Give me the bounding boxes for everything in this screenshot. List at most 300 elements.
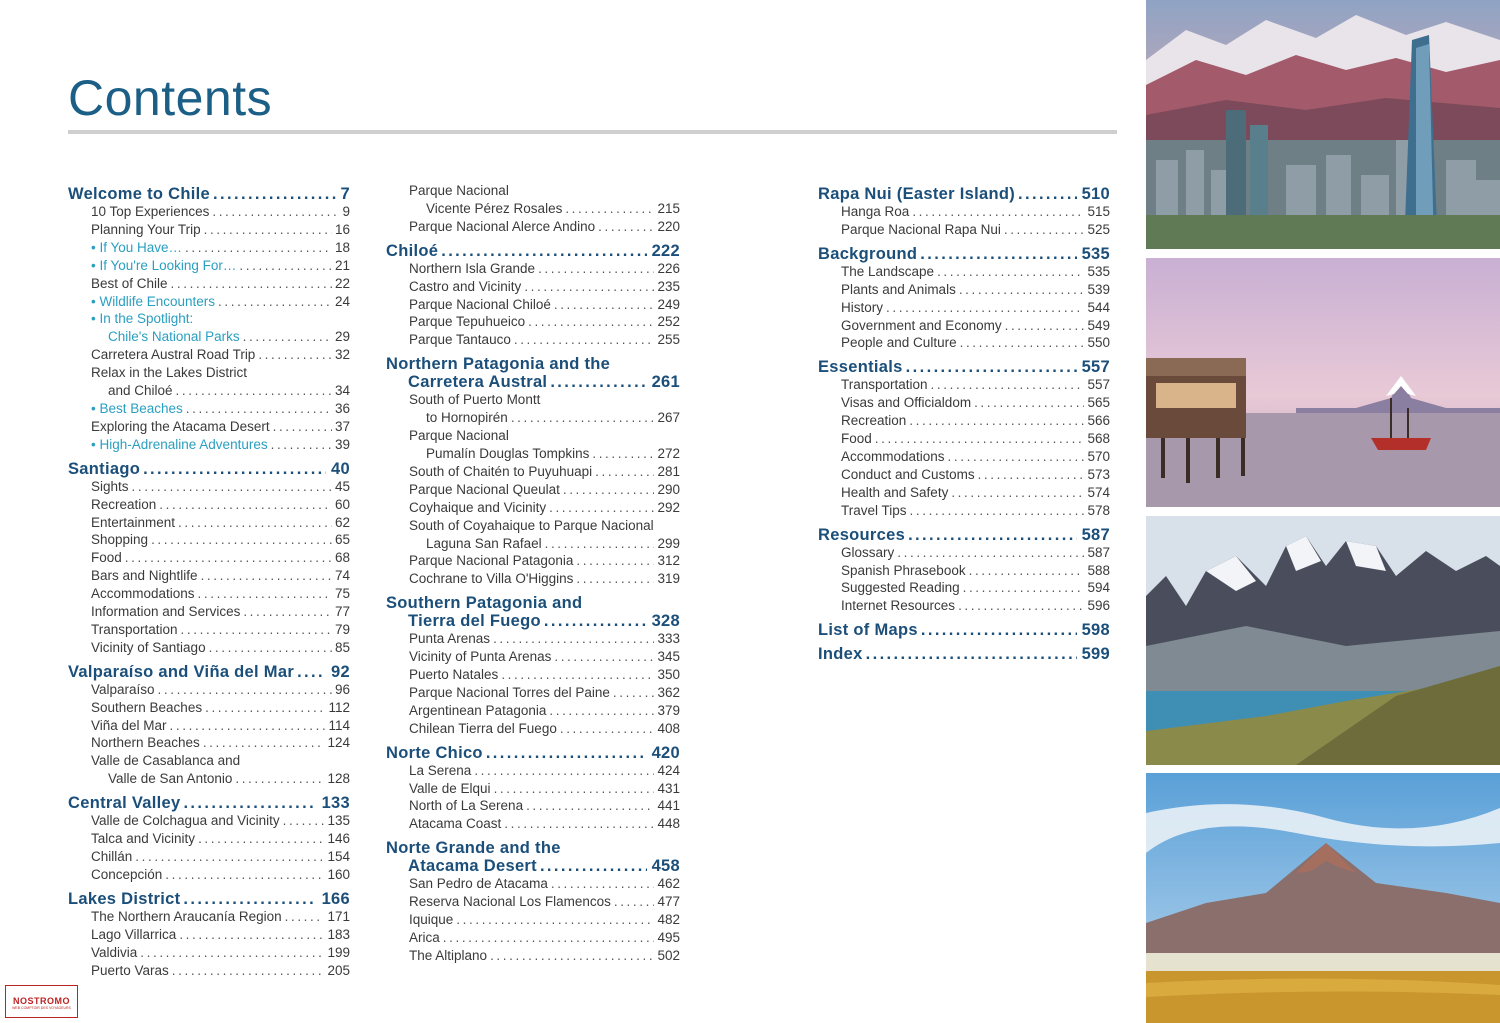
toc-entry-label: The Landscape — [841, 263, 935, 279]
toc-entry-label: Planning Your Trip — [91, 221, 201, 237]
toc-entry[interactable] — [386, 911, 680, 929]
toc-entry[interactable] — [818, 597, 1110, 615]
toc-section-resources — [818, 526, 1110, 616]
toc-entry[interactable] — [68, 400, 350, 418]
toc-entry-label: Parque Nacional — [409, 183, 509, 198]
leader-dots — [866, 645, 1077, 663]
toc-entry-label: • If You're Looking For… — [91, 257, 236, 275]
toc-entry[interactable] — [386, 331, 680, 349]
toc-entry-page: 249 — [657, 296, 680, 312]
toc-entry[interactable] — [68, 549, 350, 567]
toc-entry-label: Valdivia — [91, 944, 138, 960]
toc-entry-page: 379 — [657, 702, 680, 718]
toc-entry-page: 255 — [657, 332, 680, 348]
leader-dots — [474, 762, 654, 780]
leader-dots — [514, 331, 655, 349]
leader-dots — [948, 448, 1085, 466]
toc-entry-page: 154 — [327, 849, 350, 864]
section-title: Welcome to Chile — [68, 185, 211, 203]
leader-dots — [909, 412, 1084, 430]
toc-entry-label: Government and Economy — [841, 317, 1002, 333]
toc-entry-page: 539 — [1087, 281, 1110, 297]
toc-entry-page: 292 — [657, 499, 680, 515]
toc-entry[interactable] — [68, 531, 350, 549]
toc-entry[interactable] — [818, 281, 1110, 299]
toc-entry[interactable] — [386, 684, 680, 702]
section-title-cont: Carretera Austral — [408, 373, 548, 392]
toc-entry[interactable] — [818, 263, 1110, 281]
toc-entry-label: Castro and Vicinity — [409, 278, 522, 294]
toc-entry[interactable] — [68, 478, 350, 496]
toc-section-norte-chico — [386, 744, 680, 834]
section-page: 7 — [340, 185, 350, 203]
toc-entry[interactable] — [68, 603, 350, 621]
leader-dots — [551, 875, 655, 893]
toc-entry[interactable] — [818, 430, 1110, 448]
section-heading[interactable] — [68, 794, 350, 812]
leader-dots — [273, 418, 332, 436]
toc-entry[interactable] — [386, 260, 680, 278]
toc-entry-page: 570 — [1087, 448, 1110, 464]
toc-entry[interactable] — [386, 780, 680, 798]
section-page: 222 — [651, 241, 680, 260]
leader-dots — [963, 579, 1085, 597]
toc-entry[interactable] — [386, 391, 680, 409]
toc-entry[interactable] — [68, 496, 350, 514]
toc-entry[interactable] — [68, 418, 350, 436]
section-page: 133 — [321, 794, 350, 813]
section-page: 458 — [651, 857, 680, 876]
leader-dots — [490, 947, 654, 965]
toc-entry-label: Visas and Officialdom — [841, 395, 972, 411]
section-page: 328 — [651, 612, 680, 631]
toc-entry[interactable] — [386, 702, 680, 720]
section-title: Southern Patagonia and — [386, 594, 583, 613]
toc-entry-label: Food — [91, 550, 122, 566]
leader-dots — [178, 514, 332, 532]
leader-dots — [183, 794, 316, 812]
toc-entry-page: 299 — [657, 535, 680, 551]
toc-entry-label: Vicinity of Punta Arenas — [409, 649, 552, 665]
section-title: Santiago — [68, 459, 141, 478]
toc-section-norte-grande-and-the — [386, 839, 680, 965]
page-title: Contents — [68, 70, 273, 126]
section-heading[interactable] — [818, 245, 1110, 263]
toc-section-index — [818, 645, 1110, 663]
toc-entry-label: San Pedro de Atacama — [409, 876, 548, 892]
toc-entry[interactable] — [386, 499, 680, 517]
toc-entry[interactable] — [68, 770, 350, 788]
section-page: 557 — [1081, 358, 1110, 377]
section-title-cont: Atacama Desert — [408, 857, 537, 876]
leader-dots — [540, 857, 647, 875]
leader-dots — [243, 328, 332, 346]
leader-dots — [239, 257, 332, 275]
section-title: Valparaíso and Viña del Mar — [68, 662, 295, 681]
toc-entry-label: Argentinean Patagonia — [409, 702, 547, 718]
toc-entry[interactable] — [818, 317, 1110, 335]
toc-entry[interactable] — [68, 908, 350, 926]
toc-entry[interactable] — [68, 585, 350, 603]
toc-entry-page: 515 — [1087, 204, 1110, 219]
leader-dots — [921, 621, 1077, 639]
toc-entry-label: and Chiloé — [108, 383, 173, 399]
toc-entry[interactable] — [386, 552, 680, 570]
section-heading[interactable] — [68, 185, 350, 203]
section-heading[interactable] — [818, 185, 1110, 203]
toc-entry-page: 550 — [1087, 335, 1110, 351]
toc-entry-page: 477 — [657, 894, 680, 910]
section-heading[interactable] — [386, 839, 680, 857]
toc-entry[interactable] — [386, 463, 680, 481]
toc-entry-page: 535 — [1087, 263, 1110, 279]
toc-entry-label: Parque Nacional Chiloé — [409, 296, 551, 312]
toc-entry-label: Conduct and Customs — [841, 466, 975, 482]
section-heading[interactable] — [386, 594, 680, 612]
section-page: 598 — [1081, 621, 1110, 640]
toc-entry-label: Punta Arenas — [409, 631, 491, 647]
toc-entry[interactable] — [818, 484, 1110, 502]
toc-entry-label: Puerto Natales — [409, 667, 499, 683]
toc-entry-label: Plants and Animals — [841, 281, 956, 297]
leader-dots — [969, 562, 1085, 580]
toc-entry-page: 22 — [334, 275, 350, 291]
toc-entry[interactable] — [386, 182, 680, 200]
toc-entry[interactable] — [386, 797, 680, 815]
section-heading[interactable] — [818, 621, 1110, 639]
toc-entry[interactable] — [818, 544, 1110, 562]
leader-dots — [951, 484, 1084, 502]
toc-entry-page: 568 — [1087, 431, 1110, 447]
publisher-logo — [5, 985, 78, 1018]
toc-entry-label: Atacama Coast — [409, 816, 502, 832]
toc-entry-page: 319 — [657, 571, 680, 587]
toc-entry-label: Pumalín Douglas Tompkins — [426, 445, 590, 461]
section-heading-cont[interactable] — [386, 373, 680, 391]
toc-entry[interactable] — [818, 203, 1110, 221]
toc-entry[interactable] — [386, 409, 680, 427]
toc-entry-label: Accommodations — [91, 586, 195, 602]
toc-entry[interactable] — [386, 570, 680, 588]
toc-entry-page: 573 — [1087, 466, 1110, 482]
toc-entry-label: Best of Chile — [91, 275, 168, 291]
toc-entry[interactable] — [68, 293, 350, 311]
toc-section-rapa-nui-easter-island — [818, 185, 1110, 239]
section-title: Norte Chico — [386, 743, 483, 762]
toc-entry-label: Parque Nacional Patagonia — [409, 553, 574, 569]
toc-entry[interactable] — [386, 929, 680, 947]
leader-dots — [875, 430, 1085, 448]
section-heading-cont[interactable] — [386, 857, 680, 875]
section-heading[interactable] — [68, 890, 350, 908]
toc-entry[interactable] — [68, 328, 350, 346]
leader-dots — [565, 200, 654, 218]
leader-dots — [258, 346, 332, 364]
toc-column-3 — [818, 182, 1110, 663]
toc-entry-page: 290 — [657, 481, 680, 497]
leader-dots — [125, 549, 332, 567]
toc-entry[interactable] — [68, 812, 350, 830]
toc-entry[interactable] — [68, 926, 350, 944]
toc-entry-page: 68 — [334, 550, 350, 566]
toc-entry-page: 79 — [334, 621, 350, 637]
section-page: 166 — [321, 889, 350, 908]
leader-dots — [576, 570, 654, 588]
leader-dots — [171, 275, 332, 293]
leader-dots — [243, 603, 332, 621]
toc-section-essentials — [818, 358, 1110, 519]
toc-entry-label: Puerto Varas — [91, 962, 169, 978]
section-page: 40 — [331, 459, 350, 478]
toc-entry-page: 34 — [334, 383, 350, 399]
toc-entry[interactable] — [818, 394, 1110, 412]
leader-dots — [172, 962, 325, 980]
toc-entry[interactable] — [818, 448, 1110, 466]
toc-entry-label: The Altiplano — [409, 947, 488, 963]
toc-entry[interactable] — [68, 621, 350, 639]
toc-entry-label: South of Coyahaique to Parque Nacional — [409, 517, 654, 533]
toc-entry-label: Accommodations — [841, 448, 945, 464]
toc-entry-page: 350 — [657, 667, 680, 683]
section-page: 587 — [1081, 525, 1110, 544]
toc-entry[interactable] — [818, 412, 1110, 430]
leader-dots — [974, 394, 1084, 412]
section-heading[interactable] — [68, 663, 350, 681]
toc-entry-label: Chile's National Parks — [108, 329, 240, 345]
toc-entry-label: • Best Beaches — [91, 400, 183, 418]
leader-dots — [493, 630, 654, 648]
toc-entry[interactable] — [68, 203, 350, 221]
leader-dots — [501, 666, 654, 684]
toc-entry[interactable] — [386, 648, 680, 666]
toc-entry[interactable] — [386, 278, 680, 296]
leader-dots — [443, 929, 655, 947]
toc-section-central-valley — [68, 794, 350, 884]
toc-entry[interactable] — [386, 481, 680, 499]
toc-entry-label: Internet Resources — [841, 598, 956, 614]
toc-entry[interactable] — [68, 752, 350, 770]
toc-entry[interactable] — [386, 517, 680, 535]
leader-dots — [158, 681, 332, 699]
toc-entry-label: Vicinity of Santiago — [91, 639, 206, 655]
toc-entry[interactable] — [68, 567, 350, 585]
toc-entry[interactable] — [386, 666, 680, 684]
toc-entry[interactable] — [68, 275, 350, 293]
toc-entry-page: 45 — [334, 478, 350, 494]
leader-dots — [560, 720, 655, 738]
leader-dots — [545, 535, 655, 553]
leader-dots — [165, 866, 324, 884]
leader-dots — [183, 890, 316, 908]
section-page: 261 — [651, 373, 680, 392]
toc-entry[interactable] — [386, 200, 680, 218]
toc-entry[interactable] — [386, 875, 680, 893]
toc-entry[interactable] — [818, 376, 1110, 394]
toc-entry[interactable] — [68, 257, 350, 275]
toc-entry[interactable] — [68, 734, 350, 752]
section-heading[interactable] — [818, 358, 1110, 376]
toc-entry-page: 171 — [327, 908, 350, 924]
section-heading[interactable] — [386, 744, 680, 762]
toc-entry[interactable] — [68, 514, 350, 532]
leader-dots — [283, 812, 325, 830]
toc-entry-label: • Wildlife Encounters — [91, 293, 215, 311]
toc-entry-label: Exploring the Atacama Desert — [91, 418, 270, 434]
toc-entry-label: La Serena — [409, 762, 472, 778]
toc-entry[interactable] — [68, 221, 350, 239]
toc-entry[interactable] — [68, 436, 350, 454]
toc-entry[interactable] — [818, 466, 1110, 484]
leader-dots — [563, 481, 655, 499]
toc-entry[interactable] — [68, 681, 350, 699]
toc-entry[interactable] — [386, 630, 680, 648]
toc-entry-page: 502 — [657, 947, 680, 963]
toc-entry-label: Concepción — [91, 866, 163, 882]
toc-entry[interactable] — [386, 445, 680, 463]
logo-tagline: WEB COMPTOIR DES VOYAGEURS — [12, 1006, 71, 1010]
toc-entry[interactable] — [386, 762, 680, 780]
leader-dots — [285, 908, 325, 926]
toc-section-chiloe — [386, 242, 680, 350]
leader-dots — [271, 436, 332, 454]
leader-dots — [544, 612, 647, 630]
toc-entry-page: 557 — [1087, 377, 1110, 393]
toc-entry[interactable] — [68, 239, 350, 257]
toc-entry[interactable] — [386, 815, 680, 833]
leader-dots — [201, 567, 332, 585]
toc-entry-page: 596 — [1087, 598, 1110, 614]
toc-entry[interactable] — [386, 296, 680, 314]
toc-entry-page: 29 — [334, 329, 350, 345]
leader-dots — [170, 717, 326, 735]
leader-dots — [576, 552, 654, 570]
toc-entry-label: Valle de Elqui — [409, 780, 491, 796]
toc-entry-label: Valle de Colchagua and Vicinity — [91, 813, 280, 829]
toc-entry-label: • If You Have… — [91, 239, 182, 257]
toc-entry[interactable] — [68, 848, 350, 866]
toc-entry[interactable] — [386, 427, 680, 445]
toc-entry-page: 226 — [657, 260, 680, 276]
toc-entry[interactable] — [818, 299, 1110, 317]
leader-dots — [235, 770, 324, 788]
toc-entry[interactable] — [818, 562, 1110, 580]
toc-entry-page: 36 — [334, 400, 350, 416]
section-heading[interactable] — [818, 526, 1110, 544]
toc-entry-page: 85 — [334, 639, 350, 655]
toc-entry[interactable] — [818, 579, 1110, 597]
leader-dots — [958, 597, 1084, 615]
toc-entry[interactable] — [68, 310, 350, 328]
section-title: Essentials — [818, 358, 903, 377]
toc-entry-label: The Northern Araucanía Region — [91, 908, 282, 924]
toc-entry-page: 441 — [657, 798, 680, 814]
section-heading[interactable] — [386, 355, 680, 373]
toc-entry[interactable] — [68, 944, 350, 962]
toc-entry[interactable] — [818, 221, 1110, 239]
toc-entry-label: Relax in the Lakes District — [91, 365, 248, 381]
section-heading[interactable] — [386, 242, 680, 260]
toc-section-lakes-district — [68, 890, 350, 980]
section-heading[interactable] — [818, 645, 1110, 663]
toc-entry-page: 587 — [1087, 544, 1110, 560]
toc-entry-label: Iquique — [409, 912, 454, 928]
toc-entry[interactable] — [386, 720, 680, 738]
toc-section-background — [818, 245, 1110, 353]
leader-dots — [978, 466, 1085, 484]
toc-entry-label: Food — [841, 431, 872, 447]
leader-dots — [1018, 185, 1077, 203]
toc-entry[interactable] — [68, 962, 350, 980]
toc-entry-page: 482 — [657, 912, 680, 928]
toc-entry-label: Hanga Roa — [841, 204, 910, 219]
toc-entry-page: 37 — [334, 418, 350, 434]
toc-entry-label: Information and Services — [91, 604, 241, 620]
section-page: 599 — [1081, 645, 1110, 664]
toc-entry-label: • High-Adrenaline Adventures — [91, 436, 268, 454]
title-divider — [68, 130, 1117, 134]
toc-entry-page: 424 — [657, 762, 680, 778]
section-title: Central Valley — [68, 794, 181, 813]
toc-entry-label: Travel Tips — [841, 502, 907, 518]
toc-entry[interactable] — [68, 639, 350, 657]
toc-entry-label: People and Culture — [841, 335, 957, 351]
toc-entry-page: 220 — [657, 218, 680, 234]
toc-entry-page: 588 — [1087, 562, 1110, 578]
leader-dots — [494, 780, 655, 798]
leader-dots — [151, 531, 332, 549]
toc-entry-label: Talca and Vicinity — [91, 831, 196, 847]
toc-entry[interactable] — [386, 218, 680, 236]
toc-entry[interactable] — [68, 717, 350, 735]
toc-entry[interactable] — [68, 346, 350, 364]
toc-entry-label: • In the Spotlight: — [91, 310, 193, 328]
toc-entry-page: 65 — [334, 532, 350, 548]
leader-dots — [198, 585, 332, 603]
toc-entry[interactable] — [818, 502, 1110, 520]
leader-dots — [203, 734, 325, 752]
toc-entry[interactable] — [68, 830, 350, 848]
toc-entry[interactable] — [386, 947, 680, 965]
toc-entry-page: 566 — [1087, 413, 1110, 429]
toc-entry[interactable] — [818, 334, 1110, 352]
toc-entry-page: 112 — [328, 699, 350, 715]
toc-entry[interactable] — [68, 699, 350, 717]
toc-entry-label: South of Puerto Montt — [409, 392, 541, 408]
toc-entry-label: Northern Beaches — [91, 735, 200, 751]
section-heading[interactable] — [68, 460, 350, 478]
toc-entry[interactable] — [386, 893, 680, 911]
toc-entry[interactable] — [386, 535, 680, 553]
toc-entry-page: 205 — [327, 962, 350, 978]
toc-entry[interactable] — [68, 382, 350, 400]
toc-entry[interactable] — [68, 866, 350, 884]
toc-entry-label: Chilean Tierra del Fuego — [409, 720, 557, 736]
photo-atacama-volcano — [1146, 773, 1500, 1023]
photo-santiago-skyline — [1146, 0, 1500, 249]
toc-entry-label: Valle de Casablanca and — [91, 753, 241, 769]
toc-entry-page: 594 — [1087, 580, 1110, 596]
toc-entry-label: Southern Beaches — [91, 699, 203, 715]
section-heading-cont[interactable] — [386, 612, 680, 630]
toc-entry[interactable] — [68, 364, 350, 382]
leader-dots — [526, 797, 654, 815]
toc-entry[interactable] — [386, 313, 680, 331]
toc-entry-label: Suggested Reading — [841, 580, 960, 596]
leader-dots — [486, 744, 647, 762]
toc-section-santiago — [68, 460, 350, 657]
toc-entry-label: Spanish Phrasebook — [841, 562, 966, 578]
toc-entry-label: Recreation — [91, 496, 157, 512]
